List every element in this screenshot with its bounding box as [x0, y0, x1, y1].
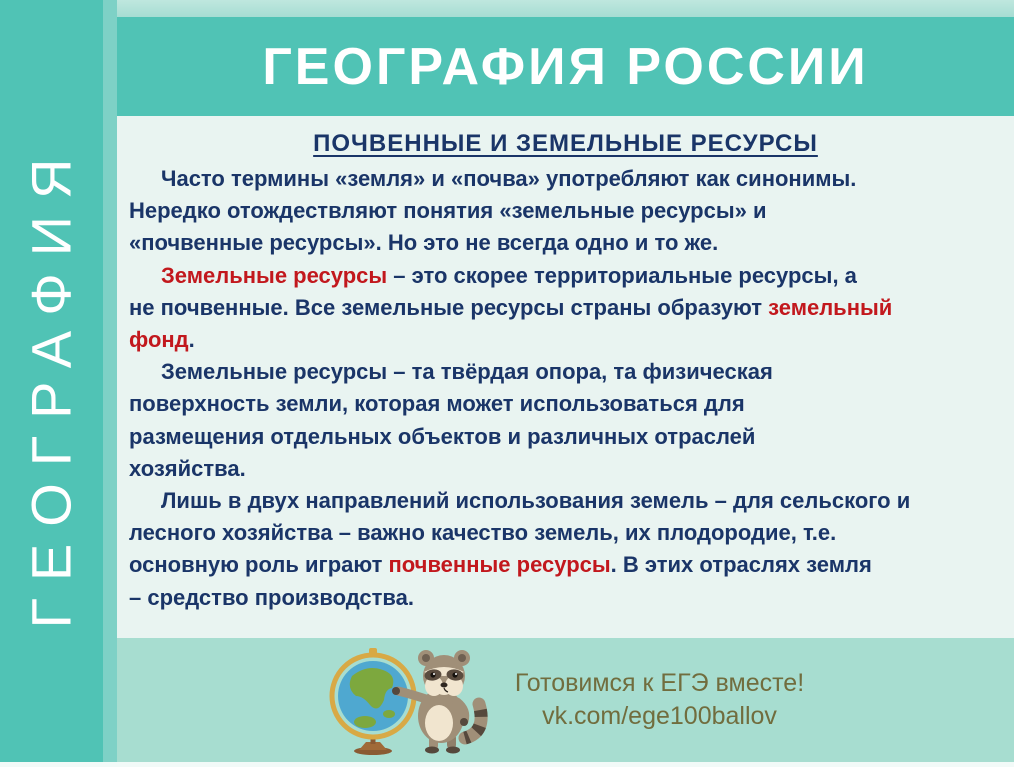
raccoon-globe-mascot-image: [327, 644, 489, 756]
community-url: vk.com/ege100ballov: [542, 702, 777, 730]
text-line: [129, 324, 1002, 356]
text-line: [129, 163, 1002, 195]
text-line: [129, 195, 1002, 227]
text-line: [129, 356, 1002, 388]
text-line: [129, 421, 1002, 453]
top-accent-band: [117, 0, 1014, 17]
text-segment: . В этих отраслях земля: [610, 552, 872, 578]
text-segment: лесного хозяйства – важно качество земель, их плодородие, т.е.: [129, 520, 837, 546]
footer-band: [117, 638, 1014, 762]
highlighted-term: почвенные ресурсы: [388, 552, 611, 578]
highlighted-term: фонд: [129, 327, 189, 353]
text-line: [129, 292, 1002, 324]
text-line: [129, 517, 1002, 549]
text-segment: Часто термины «земля» и «почва» употребляют как синонимы.: [161, 166, 857, 191]
text-segment: «почвенные ресурсы». Но это не всегда одно и то же.: [129, 230, 719, 256]
text-segment: основную роль играют: [129, 552, 389, 578]
slide-title: ГЕОГРАФИЯ РОССИИ: [262, 37, 869, 96]
slide-header: [117, 17, 1014, 116]
content-panel: [117, 116, 1014, 638]
section-heading: ПОЧВЕННЫЕ И ЗЕМЕЛЬНЫЕ РЕСУРСЫ: [313, 130, 818, 157]
text-line: [129, 549, 1002, 581]
text-line: [129, 582, 1002, 614]
text-segment: поверхность земли, которая может использоваться для: [129, 391, 745, 417]
text-segment: – средство производства.: [129, 584, 415, 610]
sidebar-vertical-label: ГЕОГРАФИЯ: [19, 141, 83, 629]
bottom-edge-strip: [0, 762, 1024, 767]
footer-caption: [515, 667, 804, 733]
text-segment: .: [188, 327, 195, 353]
highlighted-term: Земельные ресурсы: [161, 262, 388, 288]
text-line: [129, 260, 1002, 292]
sidebar-divider-strip: [103, 0, 117, 762]
text-segment: Лишь в двух направлений использования земель – для сельского и: [161, 488, 911, 514]
text-segment: Земельные ресурсы – та твёрдая опора, та физическая: [161, 359, 773, 385]
text-block: [129, 163, 1002, 614]
text-line: [129, 453, 1002, 485]
text-segment: Нередко отождествляют понятия «земельные ресурсы» и: [129, 198, 767, 224]
text-line: [129, 388, 1002, 420]
right-edge-strip: [1014, 0, 1024, 767]
community-slogan: Готовимся к ЕГЭ вместе!: [514, 669, 805, 697]
text-segment: размещения отдельных объектов и различных отраслей: [129, 423, 756, 449]
left-sidebar: [0, 0, 103, 762]
text-segment: не почвенные. Все земельные ресурсы страны образуют: [129, 294, 769, 320]
text-segment: – это скорее территориальные ресурсы, а: [387, 262, 857, 288]
text-line: [129, 227, 1002, 259]
highlighted-term: земельный: [768, 294, 893, 320]
text-line: [129, 485, 1002, 517]
text-segment: хозяйства.: [129, 455, 246, 481]
